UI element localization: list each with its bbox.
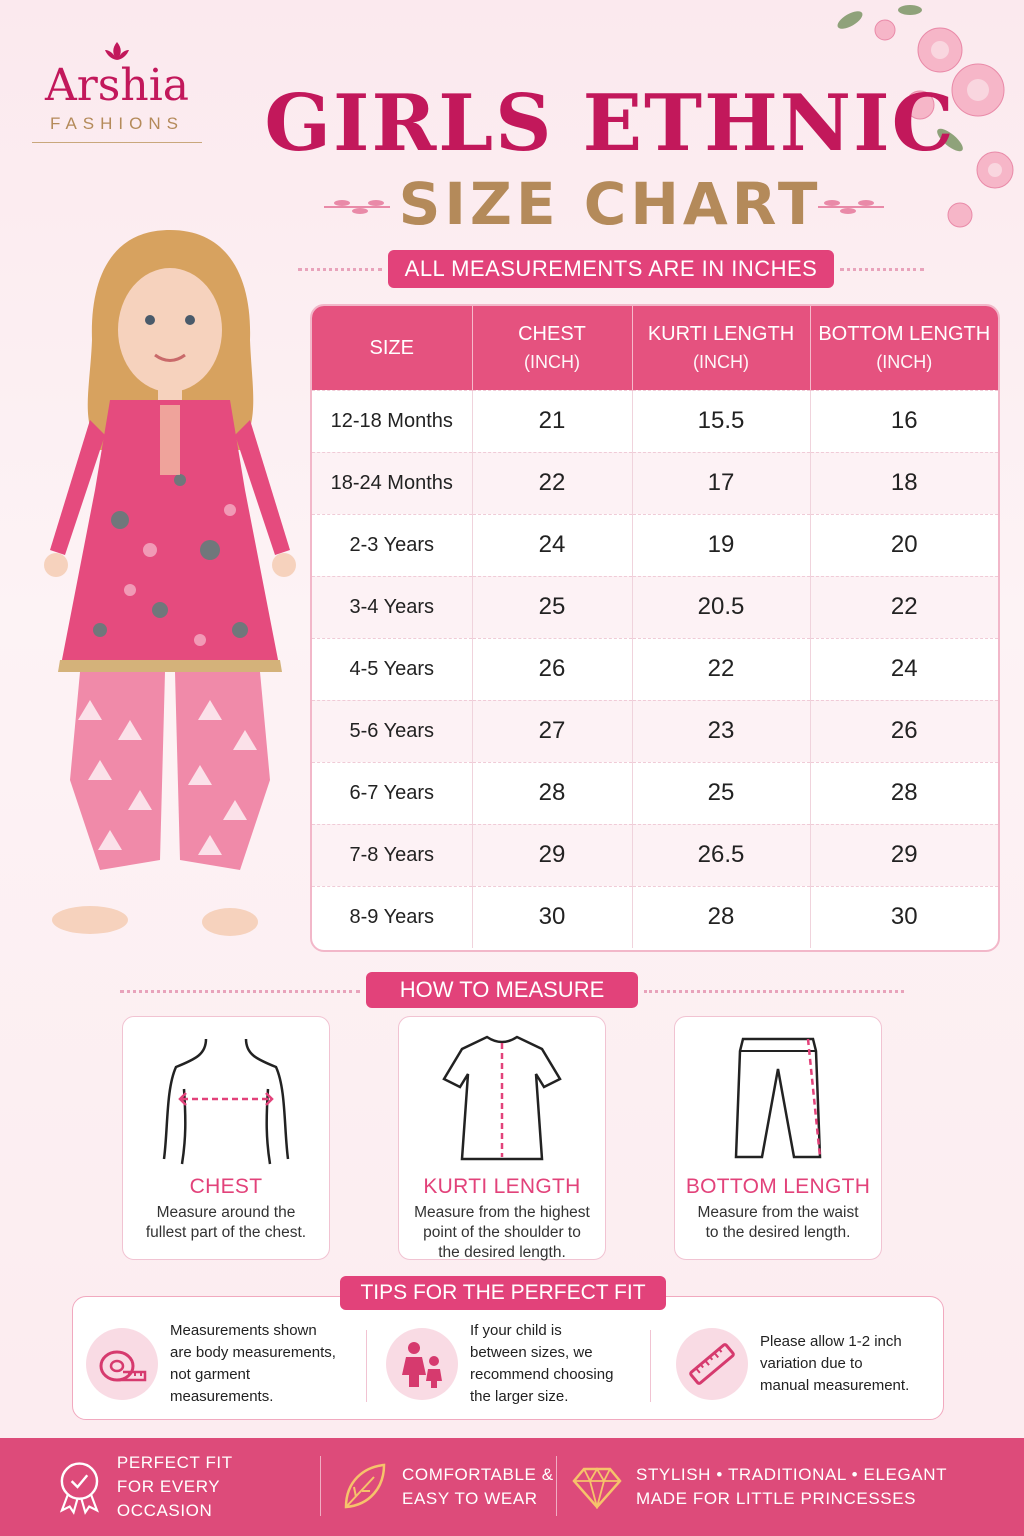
card-text-line: Measure around the: [156, 1204, 296, 1221]
how-to-measure-heading: HOW TO MEASURE: [366, 972, 638, 1008]
page-title: GIRLS ETHNIC: [264, 78, 956, 169]
ruler-icon: [676, 1328, 748, 1400]
chest-card-text: [123, 1203, 329, 1243]
measurement-cell: 28: [632, 886, 810, 948]
footer-feature-text: [636, 1463, 947, 1511]
measurement-cell: 29: [810, 824, 998, 886]
size-cell: 7-8 Years: [312, 824, 472, 886]
size-cell: 2-3 Years: [312, 514, 472, 576]
tip-item: [86, 1322, 366, 1406]
card-text-line: Measure from the highest: [414, 1204, 590, 1221]
footer-text-line: STYLISH • TRADITIONAL • ELEGANT: [636, 1465, 948, 1484]
footer-feature: [56, 1452, 316, 1522]
tip-text: [470, 1320, 613, 1408]
column-header-label: CHEST: [518, 322, 586, 345]
measurement-cell: 22: [632, 638, 810, 700]
brand-subtitle: FASHIONS: [50, 114, 184, 133]
table-row: [312, 886, 998, 948]
card-text-line: Measure from the waist: [697, 1204, 859, 1221]
table-row: [312, 824, 998, 886]
table-row: [312, 390, 998, 452]
brand-name: Arshia: [44, 60, 190, 111]
tip-text-line: between sizes, we: [470, 1344, 593, 1361]
size-cell: 8-9 Years: [312, 886, 472, 948]
tip-text: [170, 1320, 336, 1408]
tip-divider: [650, 1330, 651, 1402]
kurti-length-card: [398, 1016, 606, 1260]
table-row: [312, 700, 998, 762]
kurti-length-icon: [432, 1029, 572, 1169]
measurement-cell: 22: [472, 452, 632, 514]
tip-text: [760, 1331, 909, 1397]
table-header-row: [312, 306, 998, 390]
size-cell: 6-7 Years: [312, 762, 472, 824]
column-header: [632, 306, 810, 390]
measurement-cell: 26: [472, 638, 632, 700]
column-header: [810, 306, 998, 390]
measurement-cell: 20.5: [632, 576, 810, 638]
measurement-cell: 18: [810, 452, 998, 514]
lotus-icon: [102, 40, 132, 62]
size-chart-table: [310, 304, 1000, 952]
page-subtitle: SIZE CHART: [398, 170, 822, 238]
leaf-sprig-right-icon: [816, 198, 886, 216]
tip-text-line: the larger size.: [470, 1388, 569, 1405]
tip-text-line: are body measurements,: [170, 1344, 336, 1361]
measurement-cell: 26: [810, 700, 998, 762]
column-header-label: SIZE: [369, 336, 414, 359]
tip-text-line: measurements.: [170, 1388, 274, 1405]
size-cell: 12-18 Months: [312, 390, 472, 452]
measurement-cell: 20: [810, 514, 998, 576]
footer-text-line: PERFECT FIT: [116, 1453, 233, 1472]
measurement-cell: 28: [472, 762, 632, 824]
size-cell: 3-4 Years: [312, 576, 472, 638]
measurement-cell: 21: [472, 390, 632, 452]
table-row: [312, 452, 998, 514]
measurement-cell: 29: [472, 824, 632, 886]
bottom-card-text: [675, 1203, 881, 1243]
measurement-cell: 25: [632, 762, 810, 824]
card-text-line: point of the shoulder to: [423, 1224, 581, 1241]
brand-logo: [22, 40, 212, 143]
card-text-line: fullest part of the chest.: [145, 1224, 307, 1241]
column-header-unit: (INCH): [693, 351, 749, 372]
dotted-divider: [840, 268, 924, 271]
measurement-cell: 22: [810, 576, 998, 638]
leaf-icon: [340, 1461, 388, 1513]
footer-text-line: FOR EVERY OCCASION: [116, 1477, 220, 1520]
footer-feature: [572, 1452, 962, 1522]
measurement-cell: 28: [810, 762, 998, 824]
footer-text-line: COMFORTABLE &: [402, 1465, 554, 1484]
card-text-line: to the desired length.: [705, 1224, 851, 1241]
dotted-divider: [644, 990, 904, 993]
footer-text-line: MADE FOR LITTLE PRINCESSES: [636, 1489, 917, 1508]
diamond-icon: [572, 1465, 622, 1509]
tip-text-line: variation due to: [760, 1355, 863, 1372]
table-row: [312, 514, 998, 576]
chest-measure-card: [122, 1016, 330, 1260]
kurti-card-text: [399, 1203, 605, 1263]
bottom-length-card: [674, 1016, 882, 1260]
bottom-length-icon: [708, 1029, 848, 1169]
tip-item: [676, 1322, 936, 1406]
tip-item: [386, 1322, 648, 1406]
column-header-label: BOTTOM LENGTH: [818, 322, 991, 345]
tip-divider: [366, 1330, 367, 1402]
measurement-cell: 24: [810, 638, 998, 700]
table-row: [312, 576, 998, 638]
tip-text-line: Please allow 1-2 inch: [760, 1333, 902, 1350]
footer-feature: [340, 1452, 560, 1522]
footer-text-line: EASY TO WEAR: [402, 1489, 538, 1508]
tip-text-line: Measurements shown: [170, 1322, 317, 1339]
measuring-tape-icon: [86, 1328, 158, 1400]
column-header-label: KURTI LENGTH: [647, 322, 795, 345]
size-cell: 5-6 Years: [312, 700, 472, 762]
table-body: [312, 390, 998, 948]
tip-text-line: manual measurement.: [760, 1377, 910, 1394]
tip-text-line: recommend choosing: [470, 1366, 614, 1383]
measurement-cell: 17: [632, 452, 810, 514]
tip-text-line: not garment: [170, 1366, 251, 1383]
footer-feature-text: [402, 1463, 554, 1511]
size-cell: 4-5 Years: [312, 638, 472, 700]
column-header-unit: (INCH): [524, 351, 580, 372]
measurement-cell: 30: [472, 886, 632, 948]
column-header: [472, 306, 632, 390]
measurement-cell: 19: [632, 514, 810, 576]
measurement-cell: 15.5: [632, 390, 810, 452]
measurement-cell: 24: [472, 514, 632, 576]
footer-divider: [556, 1456, 557, 1516]
tips-heading: TIPS FOR THE PERFECT FIT: [340, 1276, 666, 1310]
measurement-cell: 23: [632, 700, 810, 762]
footer-divider: [320, 1456, 321, 1516]
measurement-cell: 26.5: [632, 824, 810, 886]
parent-child-icon: [386, 1328, 458, 1400]
bottom-card-title: BOTTOM LENGTH: [685, 1175, 871, 1198]
card-text-line: the desired length.: [438, 1244, 566, 1261]
measurement-cell: 30: [810, 886, 998, 948]
table-row: [312, 762, 998, 824]
dotted-divider: [120, 990, 360, 993]
kurti-card-title: KURTI LENGTH: [423, 1175, 581, 1198]
measurement-note: ALL MEASUREMENTS ARE IN INCHES: [388, 250, 834, 288]
measurement-cell: 16: [810, 390, 998, 452]
brand-divider: [32, 142, 202, 143]
chest-card-title: CHEST: [189, 1175, 263, 1198]
size-cell: 18-24 Months: [312, 452, 472, 514]
column-header: [312, 306, 472, 390]
model-illustration: [20, 220, 320, 950]
chest-measure-icon: [156, 1029, 296, 1169]
column-header-unit: (INCH): [876, 351, 933, 372]
table-row: [312, 638, 998, 700]
footer-feature-text: [117, 1451, 316, 1523]
measurement-cell: 27: [472, 700, 632, 762]
award-badge-icon: [56, 1459, 103, 1515]
tip-text-line: If your child is: [470, 1322, 562, 1339]
measurement-cell: 25: [472, 576, 632, 638]
